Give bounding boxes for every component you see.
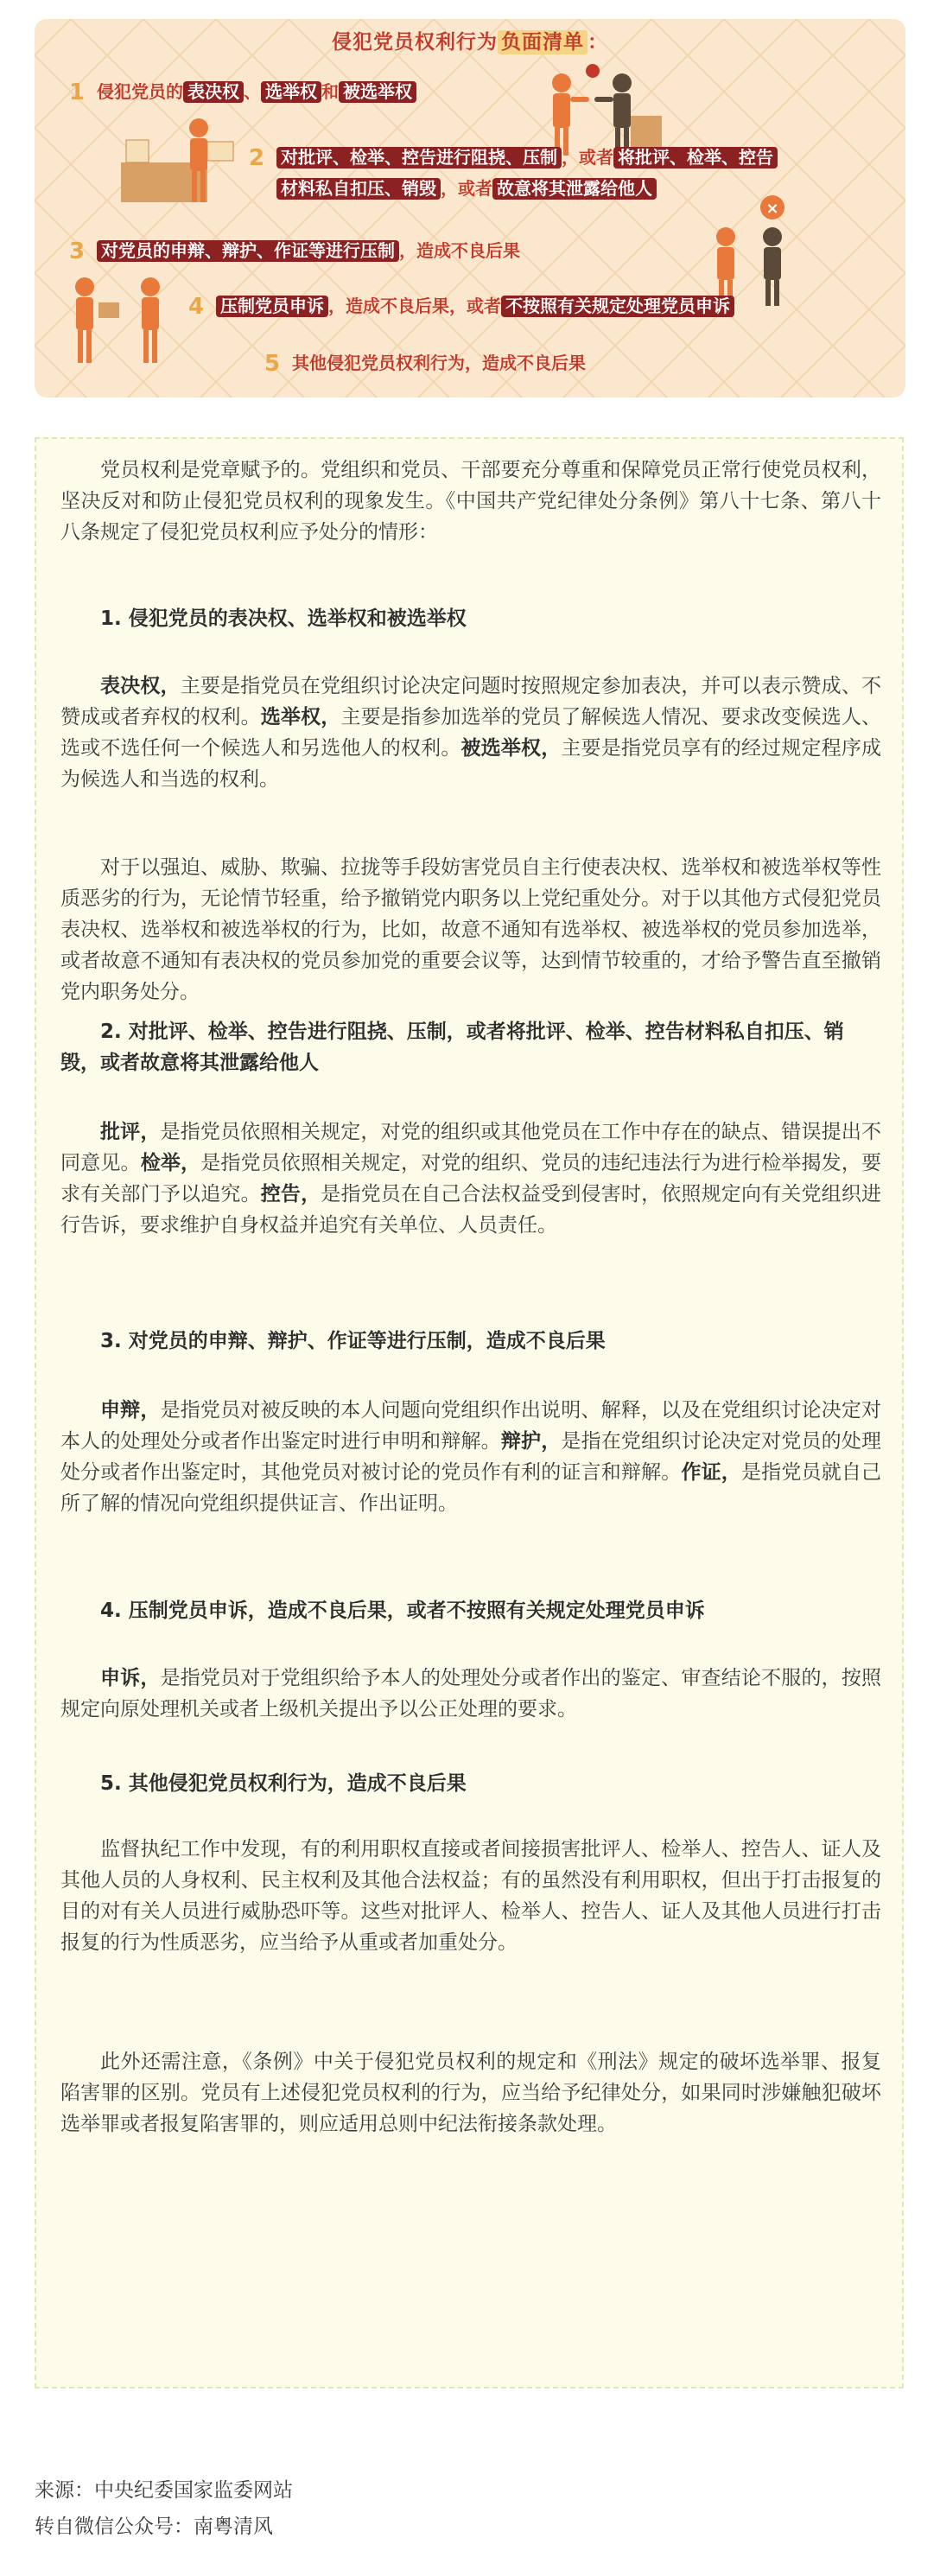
intro-paragraph: 党员权利是党章赋予的。党组织和党员、干部要充分尊重和保障党员正常行使党员权利，坚决反对和防止侵犯党员权利的现象发生。《中国共产党纪律处分条例》第八十七条、第八十八条规定了侵犯党员权利应予处分的情形： xyxy=(60,459,881,544)
def-defense: 是指在党组织讨论决定对党员的处理处分或者作出鉴定时，其他党员对被讨论的党员作有利的证言和辩解。 xyxy=(60,1430,882,1484)
closing-paragraph: 此外还需注意，《条例》中关于侵犯党员权利的规定和《刑法》规定的破坏选举罪、报复陷害罪的区别。党员有上述侵犯党员权利的行为，应当给予纪律处分，如果同时涉嫌触犯破坏选举罪或者报复陷害罪的，则应适用总则中纪法衔接条款处理。 xyxy=(60,2051,881,2135)
item-2-text-line2 xyxy=(276,176,657,200)
item-3-number: 3 xyxy=(68,239,86,264)
item-1-tag-voting: 表决权 xyxy=(183,81,244,103)
def-accusation: 是指党员在自己合法权益受到侵害时，依照规定向有关党组织进行告诉，要求维护自身权益并追究有关单位、人员责任。 xyxy=(60,1183,882,1237)
item-2-tag-materials: 材料私自扣压、销毁 xyxy=(276,178,441,200)
svg-text:×: × xyxy=(765,200,779,218)
section-1-punishment: 对于以强迫、威胁、欺骗、拉拢等手段妨害党员自主行使表决权、选举权和被选举权等性质恶劣的行为，无论情节轻重，给予撤销党内职务以上党纪重处分。对于以其他方式侵犯党员表决权、选举权和被选举权的行为，比如，故意不通知有选举权、被选举权的党员参加选举，或者故意不通知有表决权的党员参加党的重要会议等，达到情节较重的，才给予警告直至撤销党内职务处分。 xyxy=(60,856,881,1003)
item-3-rest: ，造成不良后果 xyxy=(399,240,520,261)
infographic-title xyxy=(35,26,905,54)
section-1-heading: 1. 侵犯党员的表决权、选举权和被选举权 xyxy=(100,607,467,630)
negative-list-infographic xyxy=(35,19,905,398)
item-5-text: 其他侵犯党员权利行为，造成不良后果 xyxy=(292,353,586,373)
item-2-text-line1 xyxy=(276,145,778,169)
item-4-tag-not-handle: 不按照有关规定处理党员申诉 xyxy=(501,296,734,317)
term-plea: 申辩， xyxy=(100,1399,161,1422)
title-suffix: ： xyxy=(588,31,608,54)
def-report: 是指党员依照相关规定，对党的组织、党员的违纪违法行为进行检举揭发，要求有关部门予以追究。 xyxy=(60,1152,882,1205)
term-criticism: 批评， xyxy=(100,1121,161,1143)
item-4-text xyxy=(216,294,734,318)
term-defense: 辩护， xyxy=(500,1430,562,1453)
def-appeal: 是指党员对于党组织给予本人的处理处分或者作出的鉴定、审查结论不服的，按照规定向原处理机关或者上级机关提出予以公正处理的要求。 xyxy=(60,1667,882,1721)
term-report: 检举， xyxy=(140,1152,201,1174)
title-prefix: 侵犯党员权利行为 xyxy=(332,31,498,54)
item-3-text xyxy=(97,239,520,263)
item-1-tag-election: 选举权 xyxy=(261,81,321,103)
item-1-sep2: 和 xyxy=(321,81,339,102)
item-1-text xyxy=(97,80,416,104)
source-line: 来源：中央纪委国家监委网站 xyxy=(35,2479,293,2502)
section-4-definitions xyxy=(60,1663,881,1725)
term-accusation: 控告， xyxy=(260,1183,321,1205)
disagreeing-people-illustration xyxy=(700,188,812,309)
section-2-heading: 2. 对批评、检举、控告进行阻挠、压制，或者将批评、检举、控告材料私自扣压、销毁，或者故意将其泄露给他人 xyxy=(60,1021,844,1074)
item-2-mid2: ，或者 xyxy=(441,178,492,199)
section-1-definitions xyxy=(60,671,881,795)
item-4-mid: ，造成不良后果，或者 xyxy=(328,296,501,316)
item-2-tag-leak: 故意将其泄露给他人 xyxy=(492,178,657,200)
item-2-number: 2 xyxy=(248,145,265,171)
item-1-prefix: 侵犯党员的 xyxy=(97,81,183,102)
item-2-mid: ，或者 xyxy=(562,147,613,168)
term-eligibility-right: 被选举权， xyxy=(460,737,562,760)
section-2-definitions xyxy=(60,1116,881,1241)
term-appeal: 申诉， xyxy=(100,1667,161,1689)
section-3-heading: 3. 对党员的申辩、辩护、作证等进行压制，造成不良后果 xyxy=(100,1330,606,1352)
def-testimony: 是指党员就自己所了解的情况向党组织提供证言、作出证明。 xyxy=(60,1461,882,1515)
def-voting-right: 主要是指党员在党组织讨论决定问题时按照规定参加表决，并可以表示赞成、不赞成或者弃权的权利。 xyxy=(60,675,882,728)
item-1-sep1: 、 xyxy=(244,81,261,102)
section-4-heading: 4. 压制党员申诉，造成不良后果，或者不按照有关规定处理党员申诉 xyxy=(100,1600,705,1622)
item-2-tag-obstruct: 对批评、检举、控告进行阻挠、压制 xyxy=(276,147,562,169)
reprint-line: 转自微信公众号：南粤清风 xyxy=(35,2516,273,2538)
term-voting-right: 表决权， xyxy=(100,675,181,697)
section-5-paragraph: 监督执纪工作中发现，有的利用职权直接或者间接损害批评人、检举人、控告人、证人及其他人员的人身权利、民主权利及其他合法权益；有的虽然没有利用职权，但出于打击报复的目的对有关人员进行威胁恐吓等。这些对批评人、检举人、控告人、证人及其他人员进行打击报复的行为性质恶劣，应当给予从重或者加重处分。 xyxy=(60,1838,881,1954)
section-5-heading: 5. 其他侵犯党员权利行为，造成不良后果 xyxy=(100,1772,467,1795)
def-plea: 是指党员对被反映的本人问题向党组织作出说明、解释，以及在党组织讨论决定对本人的处理处分或者作出鉴定时进行申明和辩解。 xyxy=(60,1399,882,1453)
item-5-number: 5 xyxy=(264,351,281,377)
item-4-tag-suppress-appeal: 压制党员申诉 xyxy=(216,296,328,317)
item-1-number: 1 xyxy=(68,80,86,105)
def-criticism: 是指党员依照相关规定，对党的组织或其他党员在工作中存在的缺点、错误提出不同意见。 xyxy=(60,1121,882,1174)
item-4-number: 4 xyxy=(187,294,205,320)
person-carrying-box-illustration xyxy=(114,114,244,209)
item-1-tag-eligibility: 被选举权 xyxy=(339,81,416,103)
article-box xyxy=(35,437,904,2388)
handing-over-illustration xyxy=(64,273,176,368)
item-2-tag-withhold: 将批评、检举、控告 xyxy=(613,147,778,169)
def-election-right: 主要是指参加选举的党员了解候选人情况、要求改变候选人、选或不选任何一个候选人和另选他人的权利。 xyxy=(60,706,882,760)
title-highlight: 负面清单 xyxy=(498,30,588,54)
item-3-tag-suppress: 对党员的申辩、辩护、作证等进行压制 xyxy=(97,240,399,262)
section-3-definitions xyxy=(60,1395,881,1519)
term-testimony: 作证， xyxy=(681,1461,741,1484)
term-election-right: 选举权， xyxy=(260,706,341,728)
def-eligibility-right: 主要是指党员享有的经过规定程序成为候选人和当选的权利。 xyxy=(60,737,882,791)
